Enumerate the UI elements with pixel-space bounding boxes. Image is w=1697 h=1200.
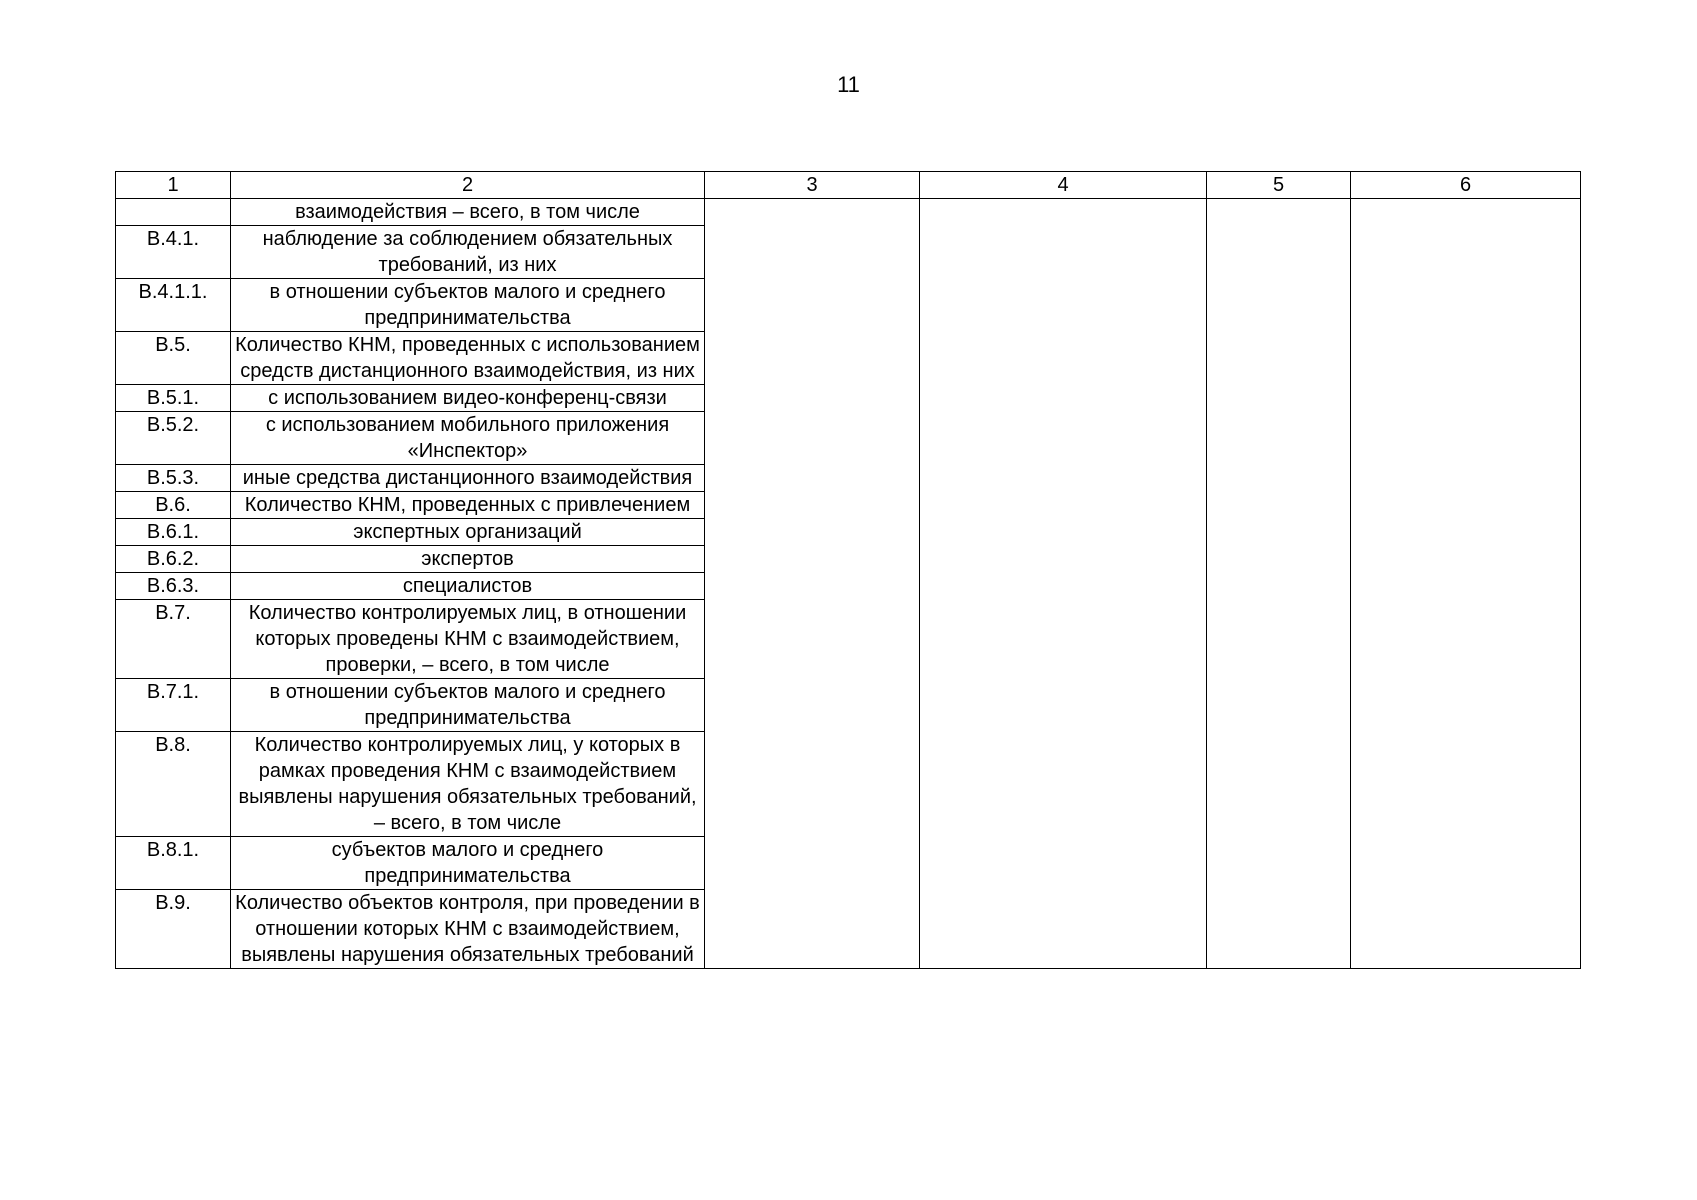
row-code: В.9. — [116, 890, 231, 969]
row-code: В.4.1. — [116, 226, 231, 279]
column-header-4: 4 — [920, 172, 1207, 199]
column-header-1: 1 — [116, 172, 231, 199]
row-description: с использованием мобильного приложения «Инспектор» — [231, 412, 705, 465]
row-description: экспертных организаций — [231, 519, 705, 546]
row-description: специалистов — [231, 573, 705, 600]
column-4-cell — [920, 199, 1207, 969]
column-header-2: 2 — [231, 172, 705, 199]
row-description: в отношении субъектов малого и среднего предпринимательства — [231, 279, 705, 332]
row-description: Количество контролируемых лиц, у которых в рамках проведения КНМ с взаимодействием выявлены нарушения обязательных требований, – всего, в том числе — [231, 732, 705, 837]
column-header-5: 5 — [1207, 172, 1351, 199]
row-code: В.6.3. — [116, 573, 231, 600]
column-header-3: 3 — [705, 172, 920, 199]
row-code: В.6. — [116, 492, 231, 519]
row-description: наблюдение за соблюдением обязательных требований, из них — [231, 226, 705, 279]
row-description: Количество КНМ, проведенных с использованием средств дистанционного взаимодействия, из них — [231, 332, 705, 385]
table-header-row — [116, 172, 1581, 199]
row-code: В.5.3. — [116, 465, 231, 492]
row-code: В.4.1.1. — [116, 279, 231, 332]
row-description: субъектов малого и среднего предпринимательства — [231, 837, 705, 890]
row-code: В.8. — [116, 732, 231, 837]
row-description: экспертов — [231, 546, 705, 573]
page-number: 11 — [837, 72, 860, 97]
row-description: Количество контролируемых лиц, в отношении которых проведены КНМ с взаимодействием, проверки, – всего, в том числе — [231, 600, 705, 679]
row-description: взаимодействия – всего, в том числе — [231, 199, 705, 226]
report-table — [115, 171, 1581, 969]
row-description: Количество объектов контроля, при проведении в отношении которых КНМ с взаимодействием, выявлены нарушения обязательных требований — [231, 890, 705, 969]
row-code: В.5.2. — [116, 412, 231, 465]
row-description: иные средства дистанционного взаимодействия — [231, 465, 705, 492]
column-6-cell — [1351, 199, 1581, 969]
row-code: В.8.1. — [116, 837, 231, 890]
row-description: в отношении субъектов малого и среднего предпринимательства — [231, 679, 705, 732]
row-description: с использованием видео-конференц-связи — [231, 385, 705, 412]
row-code — [116, 199, 231, 226]
row-code: В.7.1. — [116, 679, 231, 732]
row-code: В.5. — [116, 332, 231, 385]
column-5-cell — [1207, 199, 1351, 969]
row-description: Количество КНМ, проведенных с привлечением — [231, 492, 705, 519]
row-code: В.6.2. — [116, 546, 231, 573]
column-3-cell — [705, 199, 920, 969]
row-code: В.5.1. — [116, 385, 231, 412]
row-code: В.6.1. — [116, 519, 231, 546]
row-code: В.7. — [116, 600, 231, 679]
table-row — [116, 199, 1581, 226]
column-header-6: 6 — [1351, 172, 1581, 199]
